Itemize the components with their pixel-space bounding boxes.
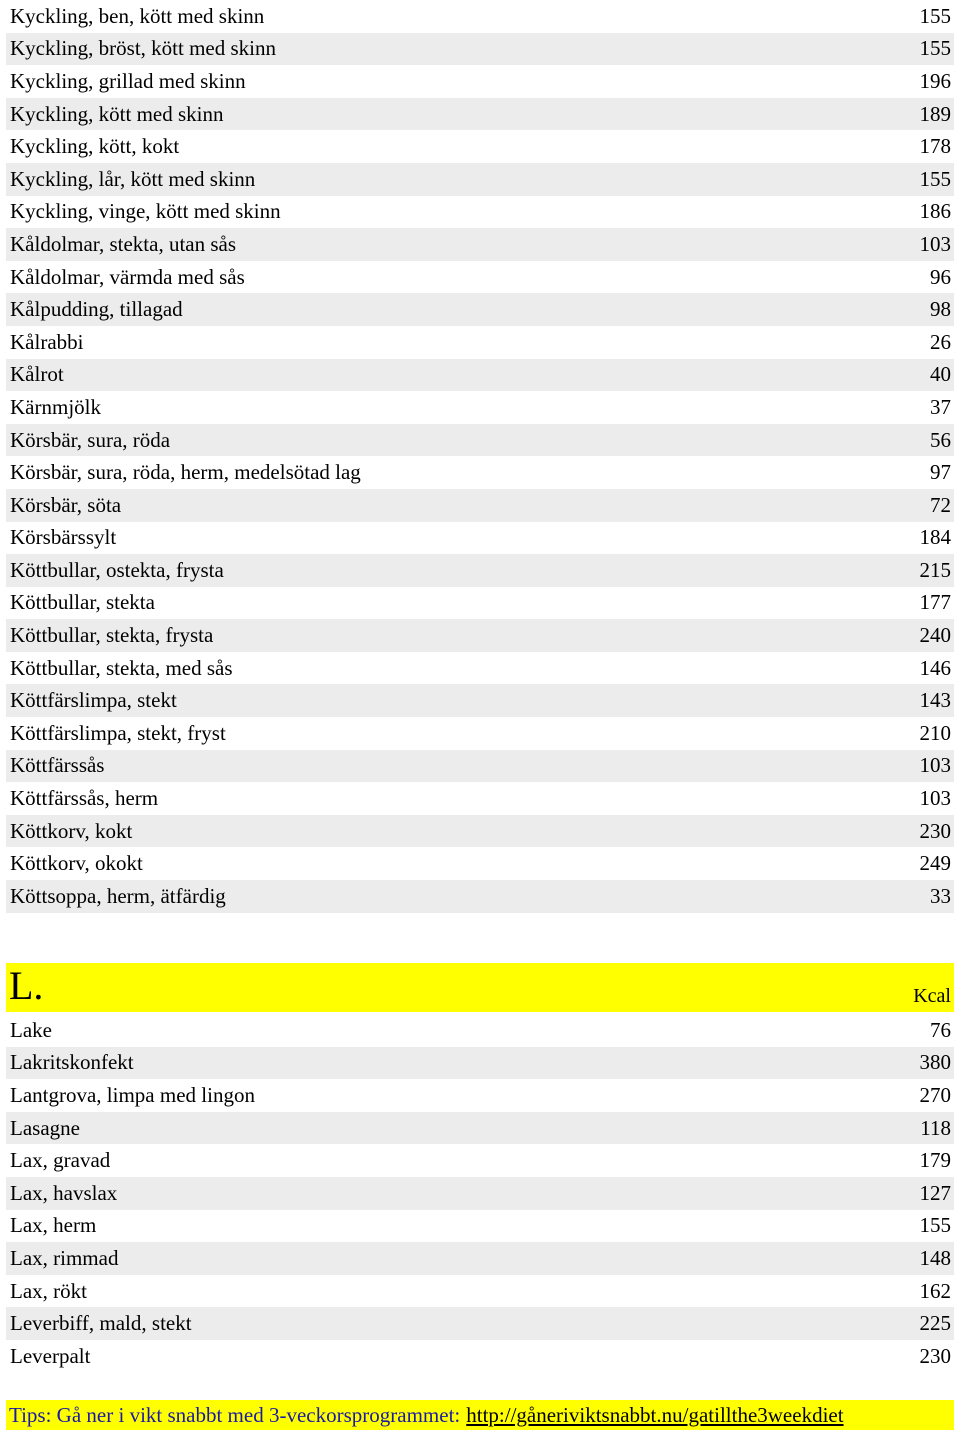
food-name: Köttbullar, stekta, med sås [10, 655, 233, 680]
kcal-value: 178 [919, 134, 951, 159]
food-name: Lasagne [10, 1115, 80, 1140]
food-name: Kyckling, ben, kött med skinn [10, 3, 265, 28]
food-row [6, 1210, 954, 1243]
kcal-value: 146 [919, 655, 951, 680]
kcal-value: 155 [919, 1213, 951, 1238]
food-row [6, 0, 954, 33]
food-row [6, 130, 954, 163]
food-name: Kyckling, lår, kött med skinn [10, 166, 256, 191]
food-name: Köttbullar, ostekta, frysta [10, 557, 224, 582]
kcal-value: 118 [920, 1115, 951, 1140]
food-name: Kyckling, vinge, kött med skinn [10, 199, 281, 224]
food-name: Lax, rimmad [10, 1245, 119, 1270]
food-name: Körsbär, sura, röda [10, 427, 171, 452]
food-row [6, 228, 954, 261]
food-name: Kålrabbi [10, 329, 84, 354]
kcal-value: 184 [919, 525, 951, 550]
food-row [6, 522, 954, 555]
section-letter: L. [9, 963, 44, 1008]
food-name: Kyckling, kött med skinn [10, 101, 224, 126]
kcal-value: 103 [919, 753, 951, 778]
food-name: Kålpudding, tillagad [10, 297, 183, 322]
kcal-value: 37 [930, 394, 951, 419]
kcal-value: 98 [930, 297, 951, 322]
section-l-header [6, 963, 954, 1012]
food-name: Lax, rökt [10, 1278, 87, 1303]
kcal-value: 230 [919, 818, 951, 843]
food-name: Köttbullar, stekta, frysta [10, 623, 214, 648]
food-name: Lake [10, 1017, 52, 1042]
food-table-k [6, 0, 954, 913]
kcal-value: 155 [919, 3, 951, 28]
food-row [6, 1144, 954, 1177]
food-name: Körsbär, sura, röda, herm, medelsötad lag [10, 460, 361, 485]
food-name: Leverpalt [10, 1343, 91, 1368]
food-row [6, 717, 954, 750]
food-row [6, 587, 954, 620]
kcal-value: 26 [930, 329, 951, 354]
food-row [6, 1275, 954, 1308]
kcal-value: 270 [919, 1082, 951, 1107]
kcal-value: 189 [919, 101, 951, 126]
food-row [6, 98, 954, 131]
food-row [6, 33, 954, 66]
food-row [6, 815, 954, 848]
food-row [6, 1242, 954, 1275]
food-row [6, 261, 954, 294]
food-table-l [6, 1014, 954, 1373]
food-row [6, 847, 954, 880]
food-row [6, 1079, 954, 1112]
food-row [6, 880, 954, 913]
food-name: Köttsoppa, herm, ätfärdig [10, 883, 226, 908]
food-row [6, 489, 954, 522]
kcal-value: 179 [919, 1148, 951, 1173]
food-name: Kyckling, grillad med skinn [10, 68, 246, 93]
kcal-value: 196 [919, 68, 951, 93]
tips-text: Tips: Gå ner i vikt snabbt med 3-veckorsprogrammet: [9, 1402, 461, 1427]
food-name: Lax, gravad [10, 1148, 111, 1173]
food-name: Lakritskonfekt [10, 1050, 134, 1075]
kcal-value: 103 [919, 231, 951, 256]
food-row [6, 424, 954, 457]
food-row [6, 1014, 954, 1047]
food-row [6, 652, 954, 685]
food-name: Kyckling, kött, kokt [10, 134, 180, 159]
food-row [6, 1047, 954, 1080]
food-name: Lantgrova, limpa med lingon [10, 1082, 255, 1107]
kcal-value: 33 [930, 883, 951, 908]
food-row [6, 782, 954, 815]
food-name: Köttfärssås, herm [10, 786, 159, 811]
food-row [6, 1307, 954, 1340]
food-name: Köttkorv, kokt [10, 818, 133, 843]
kcal-value: 76 [930, 1017, 951, 1042]
food-row [6, 1112, 954, 1145]
food-row [6, 65, 954, 98]
food-row [6, 326, 954, 359]
food-name: Kärnmjölk [10, 394, 101, 419]
kcal-value: 56 [930, 427, 951, 452]
food-name: Kyckling, bröst, kött med skinn [10, 36, 276, 61]
food-name: Lax, herm [10, 1213, 97, 1238]
kcal-value: 143 [919, 688, 951, 713]
kcal-value: 249 [919, 851, 951, 876]
kcal-value: 225 [919, 1311, 951, 1336]
food-row [6, 359, 954, 392]
food-row [6, 1177, 954, 1210]
kcal-value: 162 [919, 1278, 951, 1303]
food-name: Köttfärslimpa, stekt, fryst [10, 720, 226, 745]
kcal-value: 215 [919, 557, 951, 582]
food-row [6, 196, 954, 229]
kcal-value: 155 [919, 166, 951, 191]
food-name: Körsbärssylt [10, 525, 117, 550]
kcal-value: 155 [919, 36, 951, 61]
kcal-value: 97 [930, 460, 951, 485]
food-row [6, 619, 954, 652]
food-name: Lax, havslax [10, 1180, 118, 1205]
kcal-column-header: Kcal [913, 985, 951, 1007]
food-name: Kålrot [10, 362, 64, 387]
kcal-value: 380 [919, 1050, 951, 1075]
food-row [6, 750, 954, 783]
food-name: Leverbiff, mald, stekt [10, 1311, 192, 1336]
tips-link[interactable]: http://gåneriviktsnabbt.nu/gatillthe3weekdiet [466, 1402, 844, 1427]
food-row [6, 1340, 954, 1373]
food-name: Köttfärslimpa, stekt [10, 688, 177, 713]
kcal-value: 40 [930, 362, 951, 387]
kcal-value: 177 [919, 590, 951, 615]
food-row [6, 456, 954, 489]
kcal-value: 127 [919, 1180, 951, 1205]
kcal-value: 103 [919, 786, 951, 811]
food-row [6, 684, 954, 717]
food-name: Köttfärssås [10, 753, 105, 778]
food-row [6, 554, 954, 587]
kcal-value: 230 [919, 1343, 951, 1368]
kcal-value: 240 [919, 623, 951, 648]
tips-banner [6, 1400, 954, 1430]
kcal-value: 148 [919, 1245, 951, 1270]
kcal-value: 96 [930, 264, 951, 289]
kcal-value: 210 [919, 720, 951, 745]
food-row [6, 293, 954, 326]
food-name: Köttbullar, stekta [10, 590, 155, 615]
food-name: Kåldolmar, stekta, utan sås [10, 231, 237, 256]
food-name: Köttkorv, okokt [10, 851, 143, 876]
food-name: Körsbär, söta [10, 492, 122, 517]
food-row [6, 163, 954, 196]
food-row [6, 391, 954, 424]
kcal-value: 72 [930, 492, 951, 517]
kcal-value: 186 [919, 199, 951, 224]
food-name: Kåldolmar, värmda med sås [10, 264, 245, 289]
